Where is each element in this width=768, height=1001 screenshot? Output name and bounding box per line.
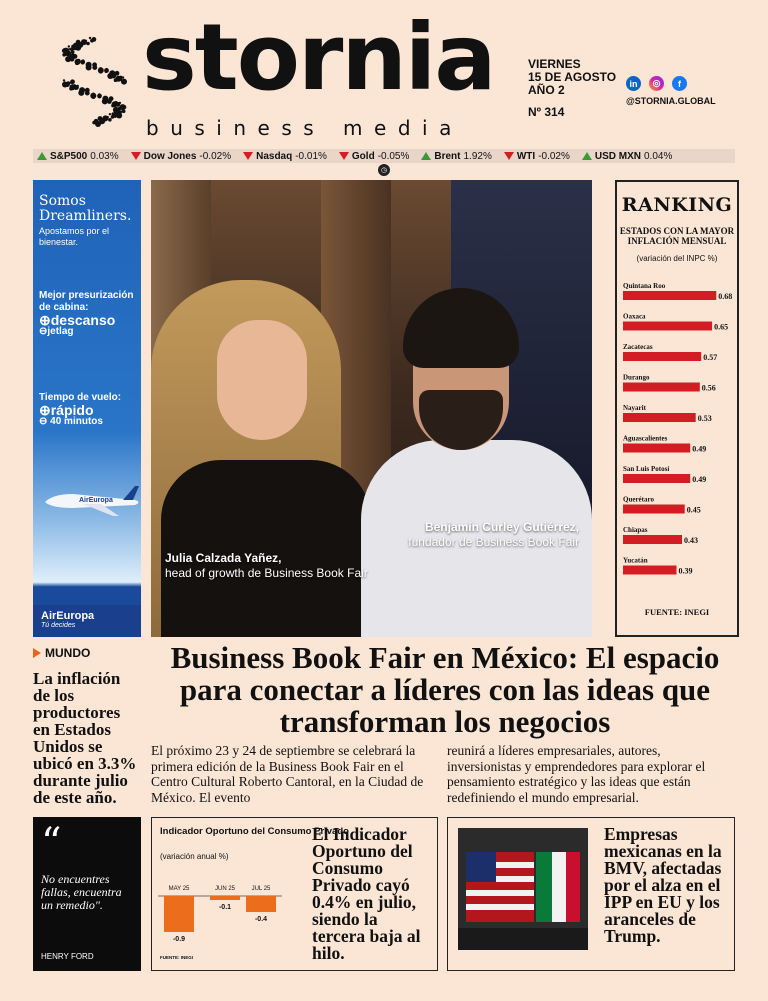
- ticker-name: WTI: [516, 150, 536, 162]
- ad-p1-big: ⊕descanso: [39, 312, 116, 328]
- ticker-value: 1.92%: [463, 150, 492, 162]
- indicator-value: -0.9: [172, 936, 186, 943]
- logo-dot: [95, 121, 101, 127]
- rank-bar: [623, 383, 700, 392]
- caption-right-name: Benjamín Curley Gutiérrez,: [424, 520, 579, 534]
- ticker-item[interactable]: [37, 151, 119, 162]
- social-links: [626, 76, 687, 91]
- ad-subtitle: Apostamos por el bienestar.: [39, 226, 110, 247]
- hero-photo: [151, 180, 592, 637]
- ad-p1-head: Mejor presurización de cabina:: [39, 290, 134, 313]
- logo-dot: [64, 54, 66, 56]
- arrow-up-icon: [582, 152, 592, 160]
- rank-category: Zacatecas: [623, 343, 653, 351]
- logo-dot: [70, 57, 75, 62]
- rank-bar: [623, 566, 677, 575]
- ticker-name: USD MXN: [594, 150, 641, 162]
- indicator-value: -0.4: [254, 916, 268, 923]
- issue-number: Nº 314: [528, 105, 565, 119]
- ticker-item[interactable]: [131, 151, 231, 162]
- stornia-logo-icon: [58, 30, 130, 130]
- rank-bar: [623, 352, 701, 361]
- indicator-bar: [210, 896, 240, 900]
- rank-category: Chiapas: [623, 526, 648, 534]
- plane-livery: AirEuropa: [79, 497, 113, 504]
- logo-dot: [107, 116, 109, 118]
- logo-dot: [85, 91, 90, 96]
- ranking-title: RANKING: [621, 194, 733, 216]
- logo-dot: [99, 70, 103, 74]
- quote-box: [33, 817, 141, 971]
- logo-dot: [92, 37, 97, 42]
- indicator-category: MAY 25: [168, 886, 190, 892]
- rank-value: 0.57: [703, 353, 718, 362]
- ranking-chart: [623, 282, 735, 582]
- caption-right-role: fundador de Business Book Fair: [408, 535, 579, 549]
- ticker-item[interactable]: [243, 151, 327, 162]
- rank-bar: [623, 291, 716, 300]
- indicator-box[interactable]: [151, 817, 438, 971]
- aireuropa-logo: [33, 605, 141, 637]
- logo-dot: [85, 40, 87, 42]
- ticker-value: 0.04%: [644, 150, 673, 162]
- main-headline[interactable]: Business Book Fair en México: El espacio para conectar a líderes con las ideas que transforman los negocios: [170, 640, 720, 739]
- aireuropa-ad[interactable]: [33, 180, 141, 637]
- logo-dot: [107, 99, 112, 104]
- ticker-name: Gold: [351, 150, 375, 162]
- caption-right: [381, 520, 579, 550]
- rank-category: Nayarit: [623, 404, 646, 412]
- logo-dot: [68, 45, 70, 47]
- rank-value: 0.39: [678, 566, 693, 576]
- ticker-value: -0.05%: [377, 150, 410, 162]
- issue-day: VIERNES: [528, 57, 581, 71]
- rank-value: 0.65: [714, 322, 729, 332]
- ticker-value: -0.01%: [295, 150, 327, 162]
- ticker-item[interactable]: [339, 151, 409, 162]
- bmv-box[interactable]: [447, 817, 735, 971]
- ad-p2-head: Tiempo de vuelo:: [39, 392, 122, 403]
- woman-body: [161, 460, 371, 637]
- logo-dot: [119, 107, 121, 109]
- brand-name: stornia: [142, 4, 495, 111]
- rank-category: Oaxaca: [623, 312, 646, 321]
- ticker-name: S&P500: [50, 150, 88, 162]
- section-mundo[interactable]: [33, 646, 90, 660]
- issue-date: 15 DE AGOSTO: [528, 70, 617, 84]
- logo-dot: [98, 96, 100, 98]
- logo-dot: [114, 78, 118, 82]
- us-mexico-flags-image: [458, 828, 588, 950]
- logo-dot: [109, 113, 111, 115]
- arrow-up-icon: [37, 152, 47, 160]
- article-col-2: reunirá a líderes empresariales, autores, inversionistas y emprendedores para explorar el pensamiento estratégico y las ideas que están redefiniendo el mundo empresarial.: [447, 743, 706, 805]
- issue-year: AÑO 2: [528, 83, 565, 97]
- linkedin-icon[interactable]: in: [626, 76, 641, 91]
- ranking-source: FUENTE: INEGI: [644, 607, 710, 617]
- airplane-icon: [43, 480, 141, 520]
- logo-dot: [72, 46, 77, 51]
- rank-value: 0.56: [701, 383, 716, 393]
- caption-left: [165, 551, 368, 581]
- logo-dot: [71, 51, 73, 53]
- article-col-1: El próximo 23 y 24 de septiembre se celebrará la primera edición de la Business Book Fair en el Centro Cultural Roberto Cantoral, en la Ciudad de México. El evento: [151, 743, 424, 805]
- caption-left-role: head of growth de Business Book Fair: [165, 566, 368, 580]
- issue-info: [528, 58, 616, 119]
- indicator-category: JUL 25: [251, 886, 271, 892]
- ticker-clock-icon: ◷: [378, 164, 390, 176]
- ad-title: Somos Dreamliners.: [39, 193, 132, 224]
- logo-dot: [89, 37, 91, 39]
- rank-value: 0.45: [686, 505, 701, 515]
- rank-value: 0.53: [697, 414, 712, 423]
- rank-value: 0.43: [684, 536, 698, 545]
- logo-dot: [121, 110, 123, 112]
- ad-logo-text: AirEuropa: [41, 610, 95, 622]
- ticker-name: Nasdaq: [256, 150, 293, 162]
- ticker-item[interactable]: [421, 151, 491, 162]
- arrow-down-icon: [131, 152, 141, 160]
- mundo-story[interactable]: La inflación de los productores en Estados Unidos se ubicó en 3.3% durante julio de este año.: [33, 669, 137, 807]
- logo-dot: [75, 62, 79, 66]
- ad-pressurization: [39, 290, 141, 338]
- instagram-icon[interactable]: ◎: [649, 76, 664, 91]
- logo-dot: [111, 74, 116, 79]
- ticker-value: -0.02%: [199, 150, 232, 162]
- arrow-down-icon: [243, 152, 253, 160]
- logo-dot: [69, 87, 73, 91]
- ticker-item[interactable]: [504, 151, 570, 162]
- indicator-bar: [246, 896, 276, 912]
- indicator-title: Indicador Oportuno del Consumo Privado: [160, 826, 349, 837]
- ticker-name: Dow Jones: [143, 150, 197, 162]
- logo-dot: [63, 79, 65, 81]
- rank-category: Aguascalientes: [623, 434, 668, 443]
- ad-logo-sub: Tú decides: [41, 622, 76, 629]
- market-ticker: [33, 149, 735, 163]
- caption-left-name: Julia Calzada Yañez,: [165, 551, 282, 565]
- woman-face: [217, 320, 307, 440]
- rank-bar: [623, 413, 696, 422]
- section-label: MUNDO: [45, 646, 91, 660]
- quote-author: HENRY FORD: [41, 952, 94, 961]
- indicator-value: -0.1: [218, 904, 232, 911]
- indicator-chart: [152, 868, 302, 958]
- ranking-note: (variación del INPC %): [636, 254, 718, 263]
- ranking-panel: [615, 180, 739, 637]
- indicator-source: FUENTE: INEGI: [160, 955, 194, 960]
- rank-bar: [623, 505, 685, 514]
- logo-dot: [86, 65, 92, 71]
- logo-dot: [68, 48, 70, 50]
- ad-p1-small: ⊖jetlag: [39, 326, 74, 337]
- indicator-category: JUN 25: [214, 886, 236, 892]
- ranking-subtitle: ESTADOS CON LA MAYOR INFLACIÓN MENSUAL: [619, 226, 735, 246]
- logo-dot: [103, 119, 105, 121]
- section-arrow-icon: [33, 648, 41, 658]
- social-handle[interactable]: @STORNIA.GLOBAL: [626, 96, 716, 106]
- arrow-down-icon: [504, 152, 514, 160]
- ad-flight-time: [39, 392, 121, 428]
- rank-bar: [623, 535, 682, 544]
- logo-dot: [105, 71, 107, 73]
- arrow-down-icon: [339, 152, 349, 160]
- rank-value: 0.68: [718, 292, 733, 301]
- rank-value: 0.49: [692, 444, 707, 454]
- rank-bar: [623, 444, 690, 453]
- rank-value: 0.49: [692, 475, 707, 484]
- ad-p2-small: ⊖ 40 minutos: [39, 416, 103, 427]
- quote-mark-icon: “: [41, 820, 62, 866]
- bmv-story: Empresas mexicanas en la BMV, afectadas por el alza en el IPP en EU y los aranceles de Trump.: [604, 824, 722, 946]
- logo-dot: [70, 79, 75, 84]
- ticker-name: Brent: [434, 150, 461, 162]
- logo-dot: [81, 42, 83, 44]
- logo-dot: [92, 95, 96, 99]
- logo-dot: [121, 79, 127, 85]
- logo-dot: [81, 62, 83, 64]
- quote-text: No encuentres fallas, encuentra un remedio".: [41, 872, 122, 912]
- facebook-icon[interactable]: f: [672, 76, 687, 91]
- ticker-value: 0.03%: [90, 150, 119, 162]
- logo-dot: [122, 76, 124, 78]
- rank-bar: [623, 322, 712, 331]
- rank-bar: [623, 474, 690, 483]
- rank-category: Querétaro: [623, 495, 654, 504]
- logo-dot: [92, 65, 97, 70]
- logo-dot: [114, 105, 116, 107]
- rank-category: Durango: [623, 373, 650, 382]
- rank-category: Quintana Roo: [623, 282, 666, 290]
- logo-dot: [102, 98, 108, 104]
- ticker-item[interactable]: [582, 151, 672, 162]
- indicator-bar: [164, 896, 194, 932]
- logo-dot: [108, 118, 112, 122]
- arrow-up-icon: [421, 152, 431, 160]
- indicator-story: El Indicador Oportuno del Consumo Privado cayó 0.4% en julio, siendo la tercera baja al hilo.: [312, 824, 421, 963]
- logo-dot: [122, 105, 127, 110]
- rank-category: San Luis Potosí: [623, 465, 670, 473]
- brand-tagline: business media: [146, 116, 463, 140]
- logo-dot: [113, 113, 118, 118]
- ad-p2-big: ⊕rápido: [39, 402, 94, 418]
- ticker-value: -0.02%: [538, 150, 570, 162]
- logo-dot: [65, 82, 70, 87]
- logo-dot: [78, 90, 84, 96]
- rank-category: Yucatán: [623, 556, 648, 565]
- logo-dot: [86, 42, 90, 46]
- logo-dot: [75, 88, 77, 90]
- indicator-note: (variación anual %): [160, 852, 229, 861]
